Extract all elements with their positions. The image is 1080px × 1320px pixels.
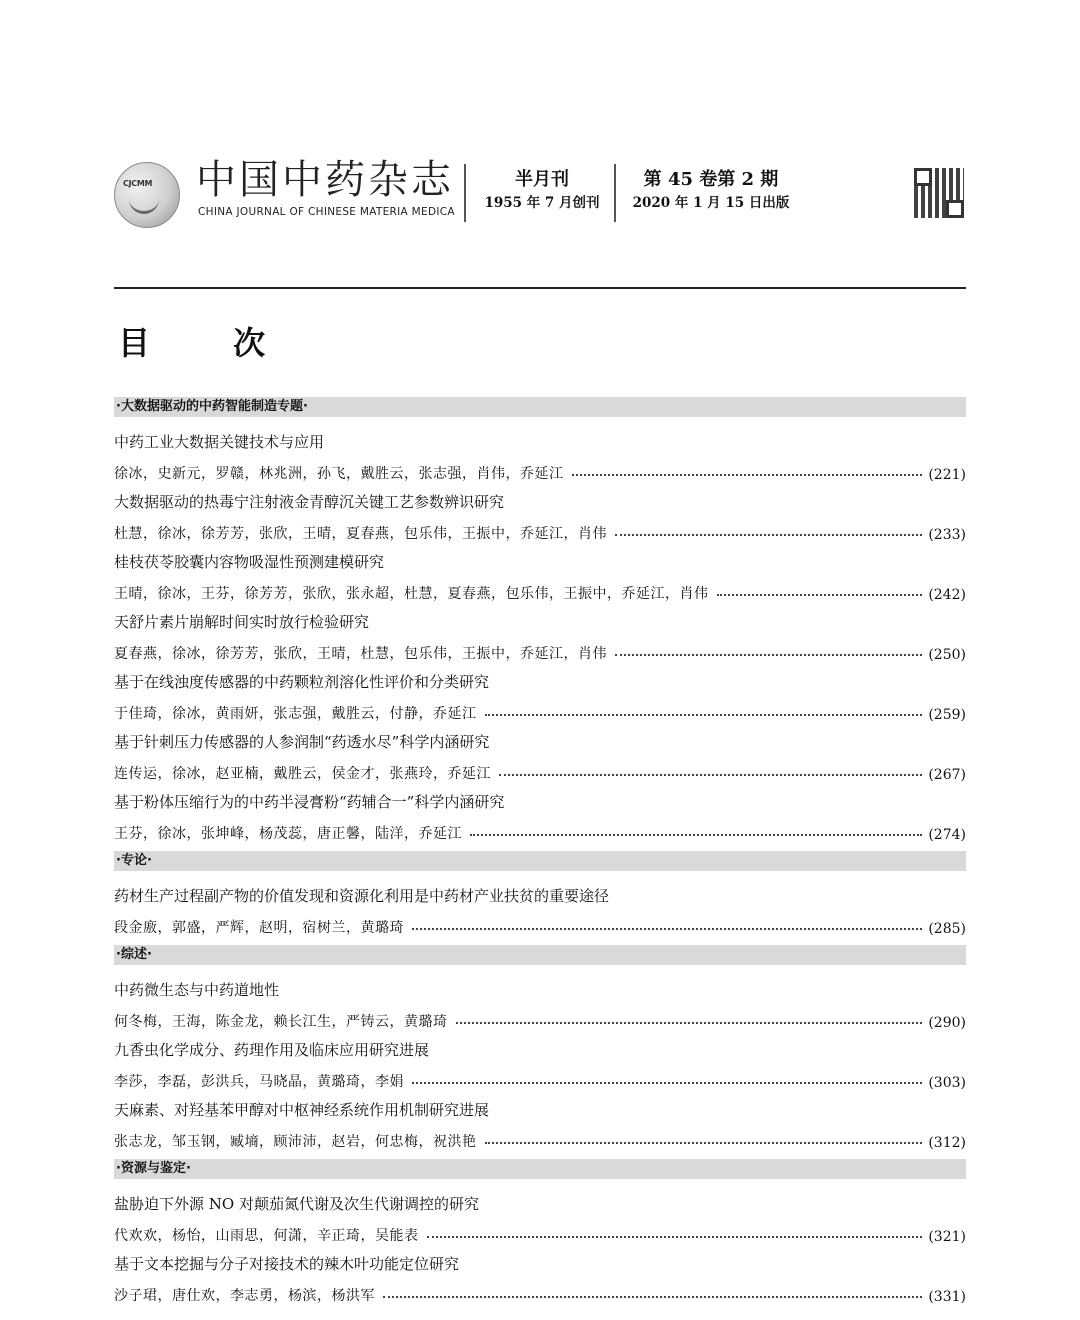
dot-leader [615, 654, 922, 656]
page-number[interactable]: (321) [928, 1229, 966, 1245]
article-title[interactable]: 基于针刺压力传感器的人参润制“药透水尽”科学内涵研究 [114, 733, 490, 751]
section-header: ·专论· [114, 851, 966, 871]
page-number[interactable]: (242) [928, 587, 966, 603]
dot-leader [485, 1142, 923, 1144]
toc-entry[interactable] [114, 1253, 966, 1305]
article-title[interactable]: 天麻素、对羟基苯甲醇对中枢神经系统作用机制研究进展 [114, 1101, 490, 1119]
author-line [114, 513, 966, 543]
toc-heading: 目 次 [118, 324, 302, 362]
toc-entry[interactable] [114, 491, 966, 543]
page-number[interactable]: (290) [928, 1015, 966, 1031]
toc-entry[interactable] [114, 885, 966, 937]
article-title[interactable]: 桂枝茯苓胶囊内容物吸湿性预测建模研究 [114, 553, 385, 571]
article-title[interactable]: 基于文本挖掘与分子对接技术的辣木叶功能定位研究 [114, 1255, 460, 1273]
author-line [114, 573, 966, 603]
toc-entry[interactable] [114, 1099, 966, 1151]
toc-entry[interactable] [114, 791, 966, 843]
dot-leader [572, 474, 923, 476]
author-line [114, 1275, 966, 1305]
author-line [114, 693, 966, 723]
publication-date: 2020 年 1 月 15 日出版 [632, 195, 790, 211]
qr-code-icon [914, 168, 964, 218]
toc-entry[interactable] [114, 979, 966, 1031]
logo-swirl [129, 193, 159, 214]
page-number[interactable]: (331) [928, 1289, 966, 1305]
dot-leader [615, 534, 922, 536]
toc-entry[interactable] [114, 731, 966, 783]
page-number[interactable]: (274) [928, 827, 966, 843]
article-title[interactable]: 盐胁迫下外源 NO 对颠茄氮代谢及次生代谢调控的研究 [114, 1195, 479, 1213]
page-number[interactable]: (233) [928, 527, 966, 543]
logo-text: CJCMM [123, 179, 153, 188]
section-header: ·大数据驱动的中药智能制造专题· [114, 397, 966, 417]
article-authors: 王芬，徐冰，张坤峰，杨茂蕊，唐正馨，陆洋，乔延江 [114, 826, 462, 842]
dot-leader [427, 1236, 923, 1238]
author-line [114, 453, 966, 483]
journal-title-en: CHINA JOURNAL OF CHINESE MATERIA MEDICA [198, 206, 455, 218]
page-number[interactable]: (259) [928, 707, 966, 723]
dot-leader [470, 834, 922, 836]
journal-title-cn: 中国中药杂志 [196, 157, 454, 203]
section-header: ·资源与鉴定· [114, 1159, 966, 1179]
page-number[interactable]: (303) [928, 1075, 966, 1091]
masthead-divider [464, 164, 466, 222]
page-number[interactable]: (250) [928, 647, 966, 663]
frequency-block [482, 168, 602, 214]
article-title[interactable]: 中药微生态与中药道地性 [114, 981, 280, 999]
article-authors: 张志龙，邹玉钢，臧墒，顾沛沛，赵岩，何忠梅，祝洪艳 [114, 1134, 477, 1150]
page-number[interactable]: (285) [928, 921, 966, 937]
page-number[interactable]: (312) [928, 1135, 966, 1151]
dot-leader [717, 594, 923, 596]
dot-leader [383, 1296, 922, 1298]
toc-entry[interactable] [114, 671, 966, 723]
author-line [114, 813, 966, 843]
table-of-contents [114, 397, 966, 1313]
article-authors: 于佳琦，徐冰，黄雨妍，张志强，戴胜云，付静，乔延江 [114, 706, 477, 722]
masthead-divider [614, 164, 616, 222]
article-title[interactable]: 药材生产过程副产物的价值发现和资源化利用是中药材产业扶贫的重要途径 [114, 887, 610, 905]
author-line [114, 1121, 966, 1151]
dot-leader [499, 774, 922, 776]
article-authors: 杜慧，徐冰，徐芳芳，张欣，王晴，夏春燕，包乐伟，王振中，乔延江，肖伟 [114, 526, 607, 542]
article-authors: 何冬梅，王海，陈金龙，赖长江生，严铸云，黄璐琦 [114, 1014, 448, 1030]
author-line [114, 907, 966, 937]
article-authors: 沙子珺，唐仕欢，李志勇，杨滨，杨洪军 [114, 1288, 375, 1304]
article-title[interactable]: 天舒片素片崩解时间实时放行检验研究 [114, 613, 370, 631]
dot-leader [456, 1022, 923, 1024]
toc-entry[interactable] [114, 611, 966, 663]
article-authors: 徐冰，史新元，罗赣，林兆洲，孙飞，戴胜云，张志强，肖伟，乔延江 [114, 466, 564, 482]
toc-entry[interactable] [114, 1039, 966, 1091]
founded-date: 1955 年 7 月创刊 [484, 195, 600, 211]
author-line [114, 753, 966, 783]
toc-entry[interactable] [114, 551, 966, 603]
author-line [114, 633, 966, 663]
article-authors: 王晴，徐冰，王芬，徐芳芳，张欣，张永超，杜慧，夏春燕，包乐伟，王振中，乔延江，肖伟 [114, 586, 709, 602]
section-header: ·综述· [114, 945, 966, 965]
toc-entry[interactable] [114, 431, 966, 483]
frequency: 半月刊 [515, 169, 569, 190]
dot-leader [412, 928, 922, 930]
article-title[interactable]: 中药工业大数据关键技术与应用 [114, 433, 325, 451]
article-title[interactable]: 基于在线浊度传感器的中药颗粒剂溶化性评价和分类研究 [114, 673, 490, 691]
article-authors: 李莎，李磊，彭洪兵，马晓晶，黄璐琦，李娟 [114, 1074, 404, 1090]
author-line [114, 1061, 966, 1091]
volume-issue: 第 45 卷第 2 期 [643, 169, 779, 190]
article-title[interactable]: 九香虫化学成分、药理作用及临床应用研究进展 [114, 1041, 430, 1059]
article-title[interactable]: 大数据驱动的热毒宁注射液金青醇沉关键工艺参数辨识研究 [114, 493, 505, 511]
dot-leader [412, 1082, 922, 1084]
author-line [114, 1001, 966, 1031]
author-line [114, 1215, 966, 1245]
article-authors: 段金廒，郭盛，严辉，赵明，宿树兰，黄璐琦 [114, 920, 404, 936]
issue-block [626, 168, 796, 214]
article-authors: 连传运，徐冰，赵亚楠，戴胜云，侯金才，张燕玲，乔延江 [114, 766, 491, 782]
article-title[interactable]: 基于粉体压缩行为的中药半浸膏粉“药辅合一”科学内涵研究 [114, 793, 505, 811]
header-rule [114, 287, 966, 289]
journal-masthead [114, 156, 966, 228]
toc-entry[interactable] [114, 1193, 966, 1245]
article-authors: 夏春燕，徐冰，徐芳芳，张欣，王晴，杜慧，包乐伟，王振中，乔延江，肖伟 [114, 646, 607, 662]
dot-leader [485, 714, 923, 716]
article-authors: 代欢欢，杨怡，山雨思，何潇，辛正琦，吴能表 [114, 1228, 419, 1244]
journal-logo-icon [114, 162, 180, 228]
page-number[interactable]: (267) [928, 767, 966, 783]
page-number[interactable]: (221) [928, 467, 966, 483]
